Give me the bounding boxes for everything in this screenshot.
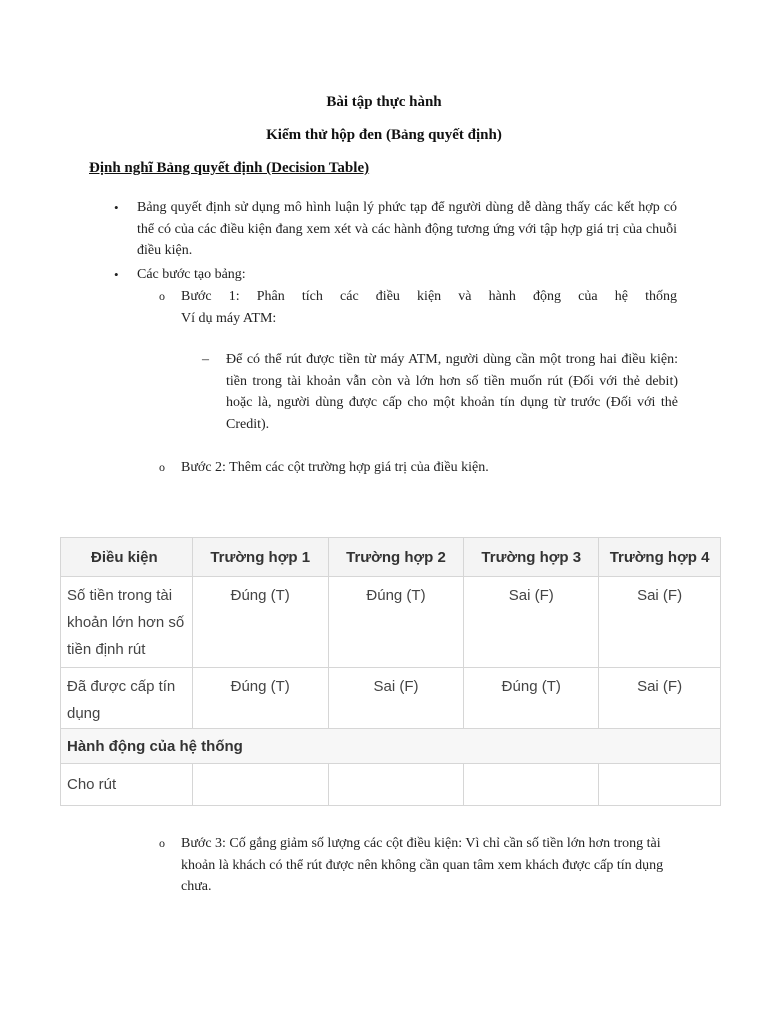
value-cell [464,764,599,806]
action-group-label: Hành động của hệ thống [61,729,721,764]
step-1 [159,286,677,329]
value-cell: Sai (F) [599,668,721,729]
section-heading: Định nghĩ Bảng quyết định (Decision Table) [89,160,370,176]
dash-marker: – [202,352,209,367]
table-row [61,577,721,668]
table-row [61,764,721,806]
value-cell: Đúng (T) [192,577,328,668]
bullet-marker: • [114,200,119,215]
atm-example [202,349,678,435]
value-cell [192,764,328,806]
sub-marker: o [159,460,165,474]
value-cell: Đúng (T) [192,668,328,729]
condition-cell: Đã được cấp tín dụng [61,668,193,729]
action-group-row [61,729,721,764]
sub-marker: o [159,289,165,303]
table-header-cell: Trường hợp 3 [464,538,599,577]
step-1-example-label: Ví dụ máy ATM: [181,310,277,326]
bullet-text: Bảng quyết định sử dụng mô hình luận lý phức tạp để người dùng dễ dàng thấy các kết hợp có thể có của các điều kiện đang xem xét và các hành động tương ứng với tập hợp giá trị của chuỗi điều kiện. [137,200,677,258]
step-1-text: Bước 1: Phân tích các điều kiện và hành động của hệ thống [181,289,677,304]
step-2-text: Bước 2: Thêm các cột trường hợp giá trị của điều kiện. [181,460,489,475]
page-title: Bài tập thực hành [326,94,442,110]
sub-marker: o [159,836,165,850]
bullet-definition [114,197,677,262]
bullet-marker: • [114,267,119,282]
condition-cell: Số tiền trong tài khoản lớn hơn số tiền định rút [61,577,193,668]
value-cell [328,764,464,806]
table-header-cell: Trường hợp 1 [192,538,328,577]
value-cell: Đúng (T) [464,668,599,729]
value-cell: Đúng (T) [328,577,464,668]
bullet-steps [114,264,677,286]
value-cell: Sai (F) [328,668,464,729]
value-cell [599,764,721,806]
value-cell: Sai (F) [464,577,599,668]
action-cell: Cho rút [61,764,193,806]
table-header-cell: Trường hợp 2 [328,538,464,577]
step-3 [159,833,677,898]
value-cell: Sai (F) [599,577,721,668]
atm-example-text: Để có thể rút được tiền từ máy ATM, người dùng cần một trong hai điều kiện: tiền trong tài khoản vẫn còn và lớn hơn số tiền muốn rút (Đối với thẻ debit) hoặc là, người dùng được cấp cho một khoản tín dụng từ trước (Đối với thẻ Credit). [226,352,678,432]
table-header-row [61,538,721,577]
decision-table [60,537,721,806]
step-3-text: Bước 3: Cố gắng giảm số lượng các cột điều kiện: Vì chỉ cần số tiền lớn hơn trong tài khoản là khách có thể rút được nên không cần quan tâm xem khách được cấp tín dụng chưa. [181,836,664,894]
table-header-cell: Điều kiện [61,538,193,577]
page-subtitle: Kiểm thử hộp đen (Bảng quyết định) [266,127,502,143]
step-2 [159,457,677,479]
bullet-text: Các bước tạo bảng: [137,267,246,282]
table-header-cell: Trường hợp 4 [599,538,721,577]
table-row [61,668,721,729]
